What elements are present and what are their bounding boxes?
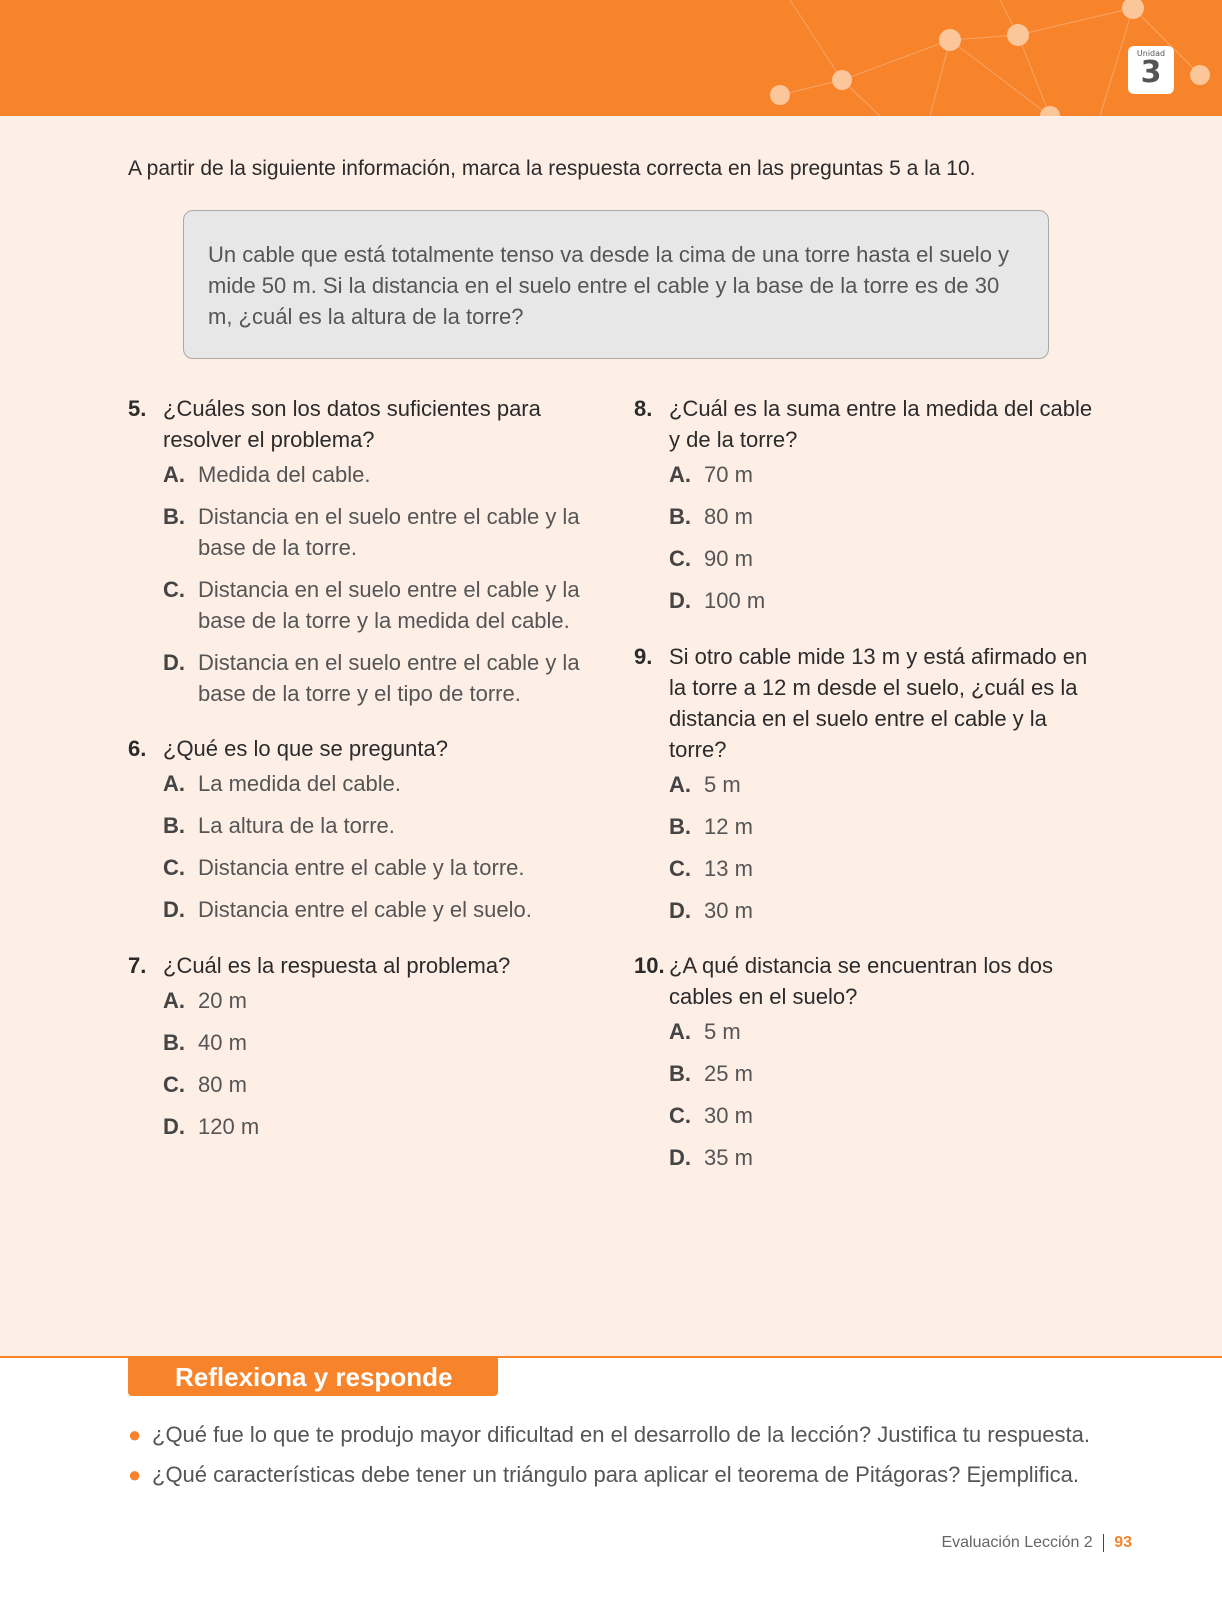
option-text: 5 m (704, 1019, 741, 1044)
option-letter: C. (669, 856, 691, 881)
answer-option-d[interactable] (669, 1142, 1094, 1173)
option-letter: D. (669, 898, 691, 923)
option-text: 80 m (198, 1072, 247, 1097)
option-text: 30 m (704, 1103, 753, 1128)
page-number: 93 (1114, 1534, 1132, 1551)
instructions: A partir de la siguiente información, marca la respuesta correcta en las preguntas 5 a la 10. (128, 157, 976, 180)
reflection-question: ¿Qué fue lo que te produjo mayor dificultad en el desarrollo de la lección? Justifica tu respuesta. (152, 1422, 1090, 1447)
network-decoration (0, 0, 1222, 116)
header-band (0, 0, 1222, 116)
answer-option-b[interactable] (163, 810, 588, 841)
reflection-title: Reflexiona y responde (128, 1358, 498, 1396)
option-text: Distancia en el suelo entre el cable y la base de la torre y el tipo de torre. (198, 650, 580, 706)
list-item (128, 1420, 1188, 1450)
option-text: 70 m (704, 462, 753, 487)
option-text: Distancia entre el cable y la torre. (198, 855, 525, 880)
answer-option-a[interactable] (163, 985, 588, 1016)
option-list (163, 768, 588, 925)
reflection-list (128, 1420, 1188, 1500)
answer-option-c[interactable] (163, 1069, 588, 1100)
option-letter: C. (163, 577, 185, 602)
option-letter: A. (669, 772, 691, 797)
problem-box (183, 210, 1049, 359)
option-letter: C. (163, 855, 185, 880)
answer-option-d[interactable] (669, 585, 1094, 616)
question-number: 8. (634, 396, 653, 421)
option-text: 90 m (704, 546, 753, 571)
question-text: ¿Cuáles son los datos suficientes para resolver el problema? (163, 396, 541, 452)
answer-option-c[interactable] (669, 1100, 1094, 1131)
answer-option-c[interactable] (163, 574, 588, 636)
option-letter: B. (163, 813, 185, 838)
option-text: La medida del cable. (198, 771, 402, 796)
question-10 (634, 950, 1094, 1173)
question-number: 7. (128, 953, 147, 978)
list-item (128, 1460, 1188, 1490)
option-letter: B. (669, 814, 691, 839)
option-text: 13 m (704, 856, 753, 881)
answer-option-c[interactable] (163, 852, 588, 883)
option-letter: C. (669, 1103, 691, 1128)
answer-option-b[interactable] (669, 1058, 1094, 1089)
question-text: Si otro cable mide 13 m y está afirmado en la torre a 12 m desde el suelo, ¿cuál es la distancia en el suelo entre el cable y la torre? (669, 644, 1088, 762)
footer-separator (1103, 1534, 1105, 1552)
answer-option-d[interactable] (669, 895, 1094, 926)
question-text: ¿Qué es lo que se pregunta? (163, 736, 448, 761)
option-letter: C. (163, 1072, 185, 1097)
answer-option-a[interactable] (163, 768, 588, 799)
question-8 (634, 393, 1094, 616)
option-letter: D. (163, 897, 185, 922)
answer-option-d[interactable] (163, 647, 588, 709)
question-number: 6. (128, 736, 147, 761)
answer-option-b[interactable] (669, 501, 1094, 532)
option-list (669, 1016, 1094, 1173)
option-text: 5 m (704, 772, 741, 797)
option-letter: D. (163, 650, 185, 675)
answer-option-a[interactable] (669, 769, 1094, 800)
option-text: Distancia entre el cable y el suelo. (198, 897, 532, 922)
option-letter: B. (163, 1030, 185, 1055)
option-text: 35 m (704, 1145, 753, 1170)
answer-option-d[interactable] (163, 1111, 588, 1142)
option-letter: B. (163, 504, 185, 529)
footer-section: Evaluación Lección 2 (941, 1534, 1093, 1551)
option-letter: D. (669, 588, 691, 613)
question-text: ¿Cuál es la suma entre la medida del cable y de la torre? (669, 396, 1093, 452)
option-text: 12 m (704, 814, 753, 839)
page-footer (941, 1534, 1132, 1552)
reflection-question: ¿Qué características debe tener un triángulo para aplicar el teorema de Pitágoras? Ejemplifica. (152, 1462, 1079, 1487)
option-letter: A. (163, 988, 185, 1013)
option-letter: D. (163, 1114, 185, 1139)
answer-option-d[interactable] (163, 894, 588, 925)
answer-option-b[interactable] (163, 1027, 588, 1058)
option-text: 40 m (198, 1030, 247, 1055)
question-7 (128, 950, 588, 1142)
question-number: 5. (128, 396, 147, 421)
option-letter: A. (669, 1019, 691, 1044)
answer-option-c[interactable] (669, 543, 1094, 574)
option-list (163, 985, 588, 1142)
question-text: ¿A qué distancia se encuentran los dos cables en el suelo? (669, 953, 1054, 1009)
question-number: 9. (634, 644, 653, 669)
option-list (163, 459, 588, 709)
option-letter: C. (669, 546, 691, 571)
option-letter: B. (669, 504, 691, 529)
unit-number: 3 (1140, 55, 1162, 90)
option-text: 20 m (198, 988, 247, 1013)
bullet-icon: ● (128, 1462, 142, 1487)
option-letter: D. (669, 1145, 691, 1170)
option-text: 25 m (704, 1061, 753, 1086)
option-letter: A. (163, 462, 185, 487)
question-9 (634, 641, 1094, 926)
option-text: 100 m (704, 588, 766, 613)
bullet-icon: ● (128, 1422, 142, 1447)
option-text: Distancia en el suelo entre el cable y la base de la torre y la medida del cable. (198, 577, 580, 633)
unit-label: Unidad (1136, 49, 1166, 58)
answer-option-a[interactable] (163, 459, 588, 490)
answer-option-a[interactable] (669, 459, 1094, 490)
answer-option-b[interactable] (163, 501, 588, 563)
question-6 (128, 733, 588, 925)
answer-option-b[interactable] (669, 811, 1094, 842)
option-text: 80 m (704, 504, 753, 529)
option-letter: A. (669, 462, 691, 487)
question-text: ¿Cuál es la respuesta al problema? (163, 953, 511, 978)
option-letter: B. (669, 1061, 691, 1086)
option-letter: A. (163, 771, 185, 796)
question-5 (128, 393, 588, 709)
unit-badge (1128, 46, 1174, 94)
option-text: La altura de la torre. (198, 813, 395, 838)
answer-option-c[interactable] (669, 853, 1094, 884)
answer-option-a[interactable] (669, 1016, 1094, 1047)
option-text: Distancia en el suelo entre el cable y la base de la torre. (198, 504, 580, 560)
option-text: 30 m (704, 898, 753, 923)
question-number: 10. (634, 953, 665, 978)
problem-text: Un cable que está totalmente tenso va desde la cima de una torre hasta el suelo y mide 50 m. Si la distancia en el suelo entre el cable y la base de la torre es de 30 m, ¿cuál es la altura de la torre? (208, 242, 1010, 329)
option-text: Medida del cable. (198, 462, 371, 487)
option-list (669, 459, 1094, 616)
option-text: 120 m (198, 1114, 260, 1139)
option-list (669, 769, 1094, 926)
